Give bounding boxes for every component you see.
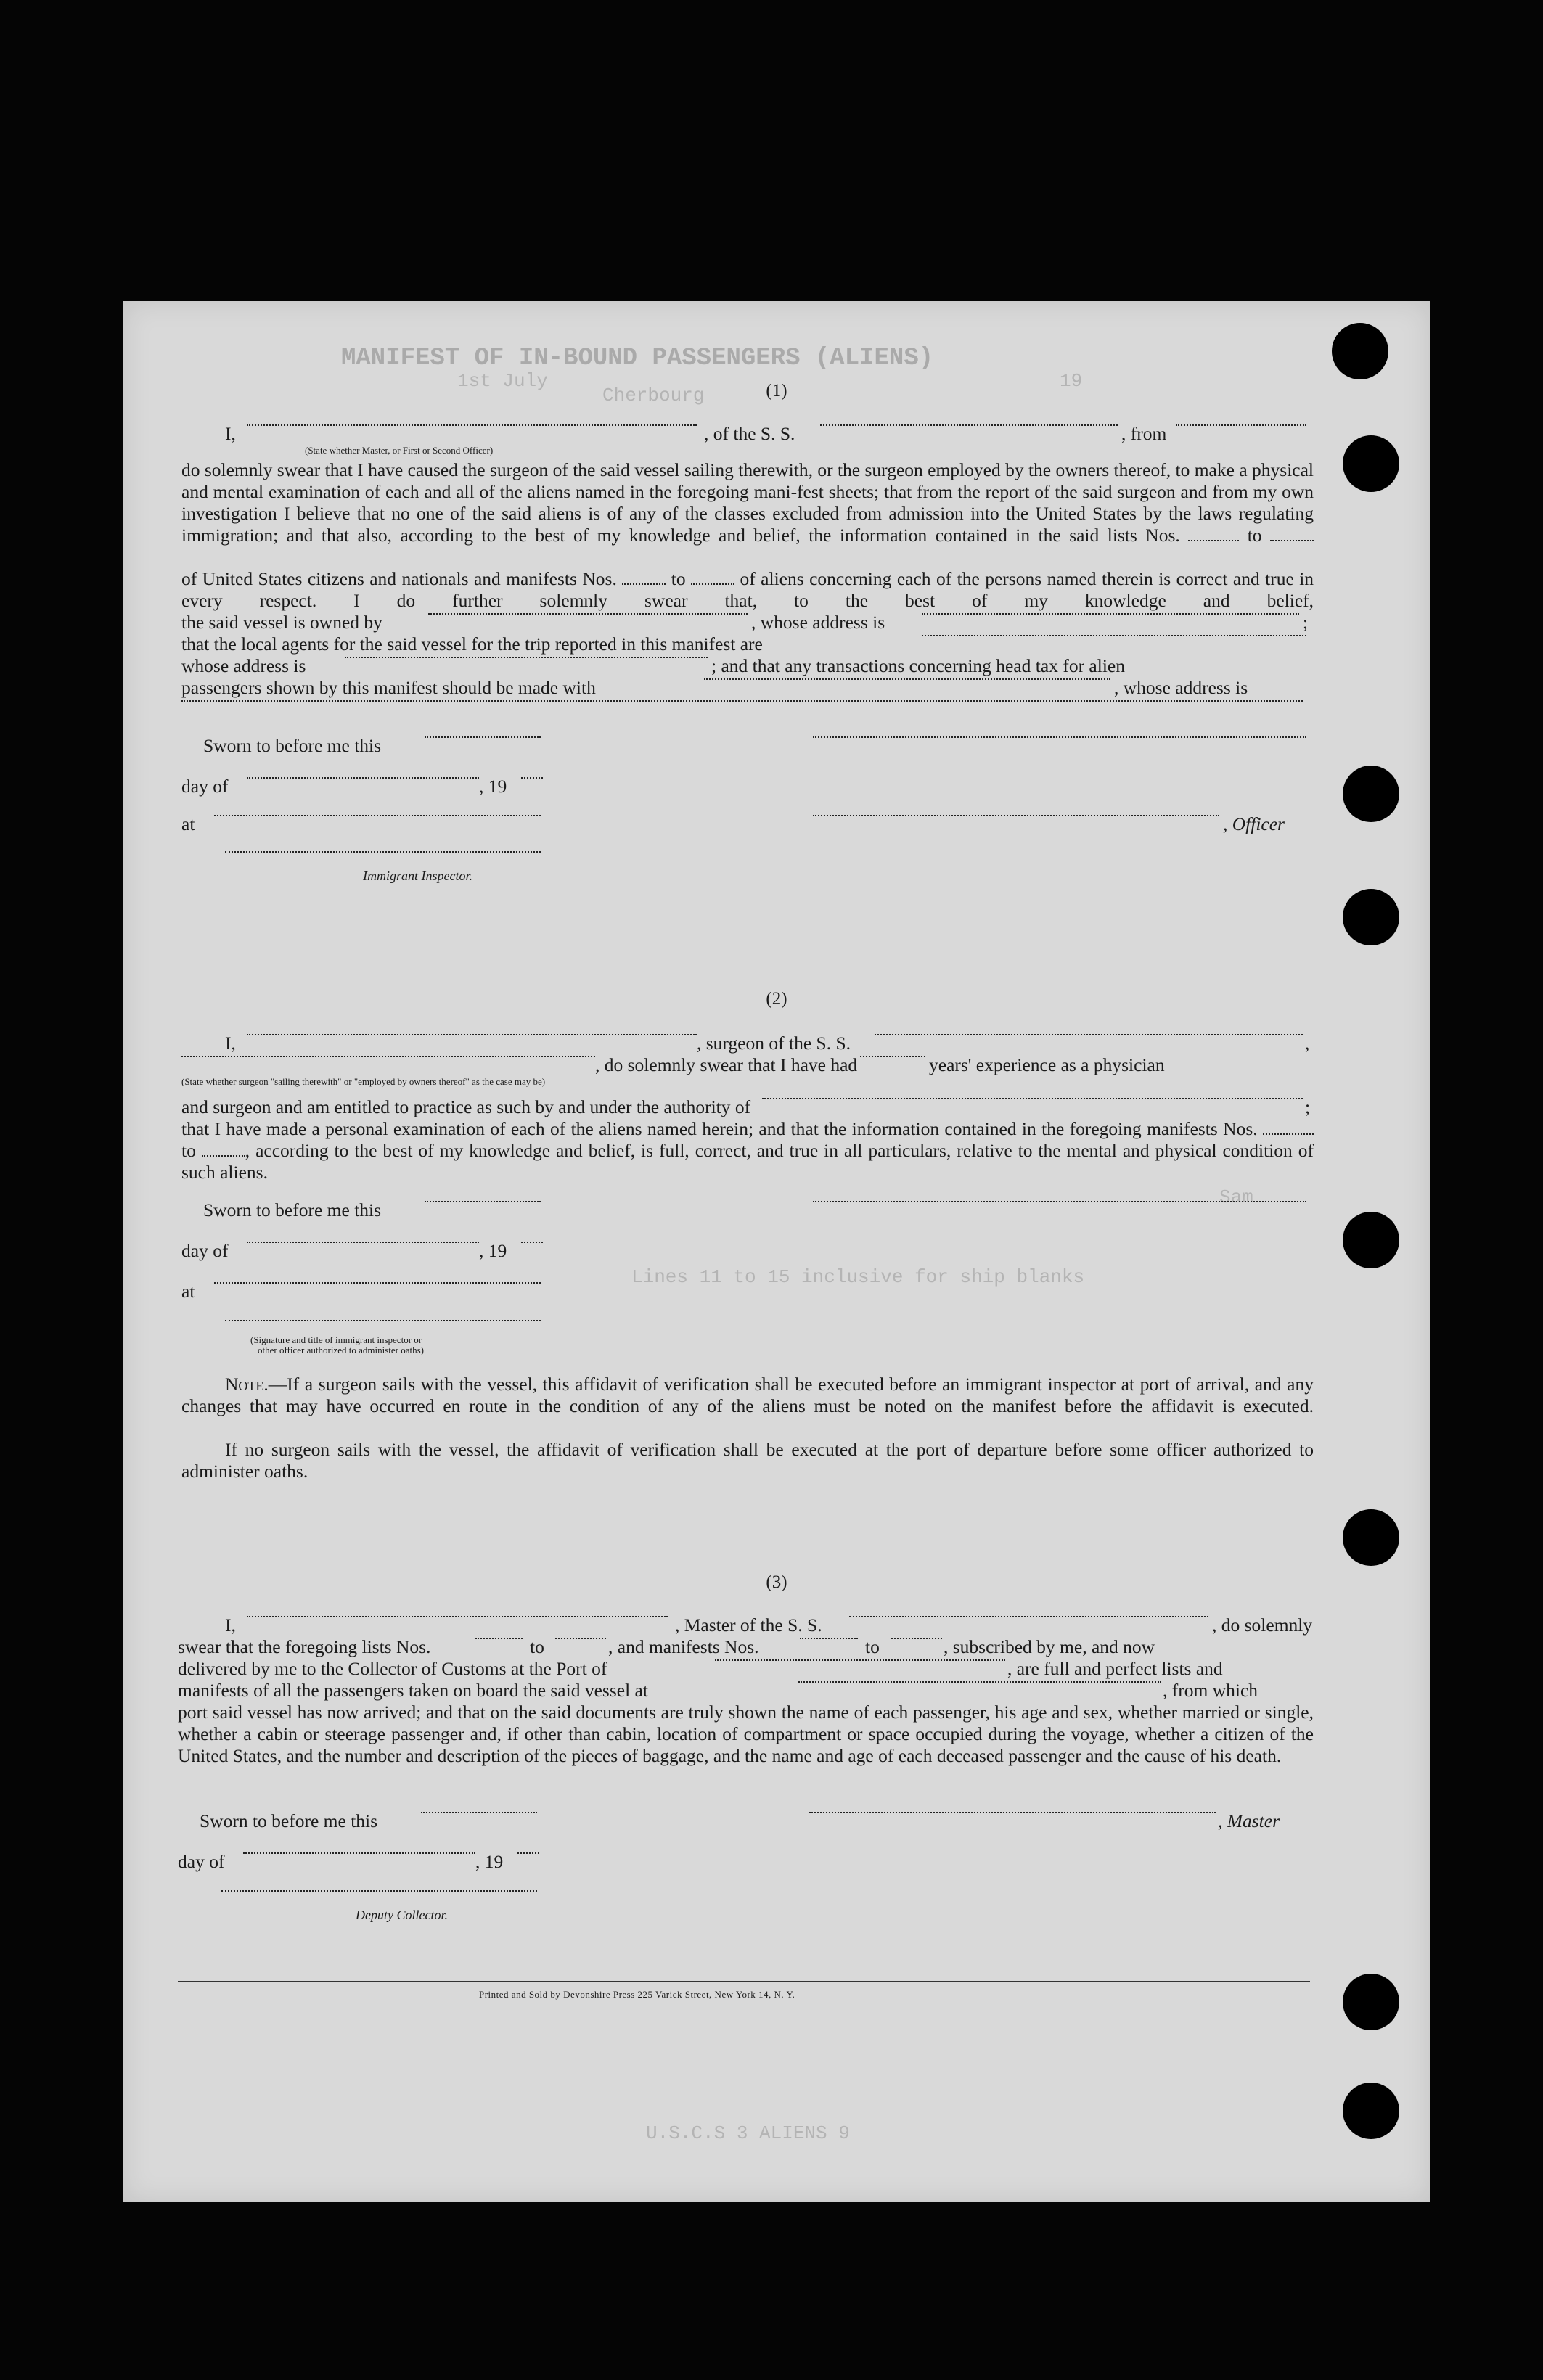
s2-sworn-line (425, 1201, 541, 1202)
s2-year: , 19 (479, 1240, 507, 1261)
s3-to2: to (865, 1636, 880, 1657)
s2-semicolon: ; (1305, 1096, 1311, 1117)
s3-ship-line (849, 1616, 1208, 1617)
s3-day-of: day of (178, 1851, 225, 1872)
binder-hole (1343, 889, 1399, 945)
s1-name-line (247, 424, 697, 426)
ghost-heading: MANIFEST OF IN-BOUND PASSENGERS (ALIENS) (341, 345, 934, 372)
s3-year-line (517, 1852, 539, 1854)
footer-rule (178, 1981, 1310, 1982)
binder-hole (1343, 2082, 1399, 2139)
s2-surgeon-of: , surgeon of the S. S. (697, 1033, 851, 1054)
s1-headtax-line (704, 678, 1110, 680)
binder-hole (1343, 1212, 1399, 1268)
section1-number: (1) (766, 381, 787, 401)
ghost-sailing: Cherbourg (602, 385, 705, 406)
s3-i: I, (225, 1614, 236, 1636)
s3-full-lists: , are full and perfect lists and (1007, 1658, 1223, 1679)
s1-paragraph-b: of United States citizens and nationals and manifests Nos. to of aliens concerning each of the persons named therein is correct and true in every respect. I do further solemnly swear that, to the best of my knowledge and belief, (181, 568, 1314, 611)
s1-whose-address3: , whose address is (1114, 677, 1248, 698)
s1-officer-line-top (813, 736, 1306, 738)
s1-year: , 19 (479, 776, 507, 797)
s1-officer: , Officer (1223, 813, 1285, 834)
binder-hole (1343, 1509, 1399, 1566)
s3-departure-line (798, 1681, 1161, 1683)
section2-number: (2) (766, 989, 787, 1009)
s1-head-tax: ; and that any transactions concerning head tax for alien (711, 655, 1125, 676)
s3-sworn-line (421, 1812, 537, 1813)
s1-passengers: passengers shown by this manifest should be made with (181, 677, 596, 698)
s3-to1: to (530, 1636, 544, 1657)
s2-authority-line (762, 1098, 1303, 1099)
s3-sworn: Sworn to before me this (200, 1810, 378, 1831)
s1-headtax-address-line (181, 700, 1303, 702)
s3-solemnly: , do solemnly (1212, 1614, 1313, 1636)
printer-footer: Printed and Sold by Devonshire Press 225 Varick Street, New York 14, N. Y. (479, 1989, 795, 2000)
s2-comma: , (1305, 1033, 1310, 1054)
s2-note1: Note.—If a surgeon sails with the vessel, this affidavit of verification shall be executed before an immigrant inspector at port of arrival, and any changes that may have occurred en route in the condition of any of the aliens must be noted on the manifest before the affidavit is executed. (181, 1374, 1314, 1416)
s1-owned-by: the said vessel is owned by (181, 612, 382, 633)
s1-owner-address-line (922, 613, 1299, 615)
s2-paragraph: that I have made a personal examination of each of the aliens named herein; and that the information contained in the foregoing manifests Nos. to , according to the best of my knowledge and belief, is full, correct, and true in all particulars, relative to the mental and physical condition of such aliens. (181, 1118, 1314, 1183)
manifest-affidavit-page (123, 301, 1430, 2202)
s1-from: , from (1121, 423, 1167, 444)
s1-whose-address: , whose address is (751, 612, 885, 633)
s3-paragraph: port said vessel has now arrived; and that on the said documents are truly shown the name of each passenger, his age and sex, whether married or single, whether a cabin or steerage passenger and, if other than cabin, location of compartment or space occupied during the voyage, whether a citizen of the United States, and the number and description of the pieces of baggage, and the name and age of each deceased passenger and the cause of his death. (178, 1702, 1314, 1766)
s2-capacity-line (181, 1056, 595, 1057)
s2-year-line (521, 1242, 543, 1243)
ghost-voided-note: Lines 11 to 15 inclusive for ship blanks (631, 1266, 1085, 1288)
s2-note-state: (State whether surgeon "sailing therewith" or "employed by owners thereof" as the case may be) (181, 1076, 546, 1087)
s3-subscribed: , subscribed by me, and now (944, 1636, 1155, 1657)
s1-agents-address-line (345, 657, 708, 658)
s2-sig-note2: other officer authorized to administer oaths) (258, 1345, 424, 1355)
s3-deputy: Deputy Collector. (356, 1908, 448, 1922)
s3-master: , Master (1218, 1810, 1280, 1831)
s2-i: I, (225, 1033, 236, 1054)
s2-sig-note1: (Signature and title of immigrant inspector or (250, 1334, 422, 1345)
s3-day-line (243, 1852, 475, 1854)
s1-at: at (181, 813, 195, 834)
s1-at-line (214, 815, 541, 816)
s3-and-manifests: , and manifests Nos. (608, 1636, 759, 1657)
binder-hole (1343, 1974, 1399, 2030)
s3-swear-lists: swear that the foregoing lists Nos. (178, 1636, 431, 1657)
s2-swear-had: , do solemnly swear that I have had (595, 1054, 858, 1075)
s1-owner-line (428, 613, 748, 615)
s2-years-exp: years' experience as a physician (929, 1054, 1165, 1075)
s2-sworn: Sworn to before me this (203, 1199, 382, 1220)
s3-manifests-from-line (800, 1638, 858, 1639)
ghost-year: 19 (1060, 370, 1083, 392)
section3-number: (3) (766, 1572, 787, 1592)
s1-whose-address2: whose address is (181, 655, 306, 676)
s1-inspector: Immigrant Inspector. (363, 869, 472, 883)
s1-of-ss: , of the S. S. (704, 423, 795, 444)
s1-agents-line (922, 635, 1306, 636)
s3-from-which: , from which (1163, 1680, 1258, 1701)
s1-semicolon: ; (1303, 612, 1309, 633)
binder-hole (1343, 435, 1399, 492)
s1-ship-line (820, 424, 1118, 426)
s2-inspector-line (225, 1320, 541, 1321)
s3-master-of: , Master of the S. S. (675, 1614, 822, 1636)
s3-manifests-of: manifests of all the passengers taken on board the said vessel at (178, 1680, 648, 1701)
ghost-mark: Sam (1219, 1186, 1253, 1208)
s1-day-of: day of (181, 776, 229, 797)
s1-officer-line (813, 815, 1219, 816)
binder-hole (1332, 323, 1388, 379)
s3-lists-from-line (475, 1638, 523, 1639)
ghost-arriving: 1st July (457, 370, 548, 392)
s2-at-line (214, 1282, 541, 1284)
s1-from-line (1176, 424, 1306, 426)
s2-at: at (181, 1281, 195, 1302)
s1-sworn-line (425, 736, 541, 738)
s3-delivered: delivered by me to the Collector of Customs at the Port of (178, 1658, 607, 1679)
s1-inspector-line (225, 851, 541, 853)
s3-year: , 19 (475, 1851, 504, 1872)
s1-sworn: Sworn to before me this (203, 735, 382, 756)
s2-day-line (247, 1242, 479, 1243)
s1-day-line (247, 777, 479, 779)
binder-hole (1343, 766, 1399, 822)
s2-authority: and surgeon and am entitled to practice as such by and under the authority of (181, 1096, 751, 1117)
ghost-bottom: U.S.C.S 3 ALIENS 9 (646, 2122, 850, 2144)
s3-port-line (715, 1659, 1005, 1661)
s2-signature-line (813, 1201, 1306, 1202)
s2-years-line (860, 1056, 925, 1057)
s2-name-line (247, 1034, 697, 1035)
s3-manifests-to-line (891, 1638, 942, 1639)
s2-day-of: day of (181, 1240, 229, 1261)
s1-paragraph-a: do solemnly swear that I have caused the surgeon of the said vessel sailing therewith, or the surgeon employed by the owners thereof, to make a physical and mental examination of each and all of the aliens named in the foregoing mani-fest sheets; that from the report of the said surgeon and from my own investigation I believe that no one of the said aliens is of any of the classes excluded from admission into the United States by the laws regulating immigration; and that also, according to the best of my knowledge and belief, the information contained in the said lists Nos. to (181, 459, 1314, 546)
s2-note2: If no surgeon sails with the vessel, the affidavit of verification shall be executed at the port of departure before some officer authorized to administer oaths. (181, 1439, 1314, 1482)
s1-i: I, (225, 423, 236, 444)
s3-lists-to-line (555, 1638, 606, 1639)
s3-master-line (809, 1812, 1216, 1813)
s3-collector-line (221, 1890, 537, 1892)
s3-name-line (247, 1616, 668, 1617)
s1-year-line (521, 777, 543, 779)
s1-agents: that the local agents for the said vessel for the trip reported in this manifest are (181, 633, 763, 654)
s1-note-state: (State whether Master, or First or Second Officer) (305, 445, 494, 456)
s2-ship-line (875, 1034, 1303, 1035)
